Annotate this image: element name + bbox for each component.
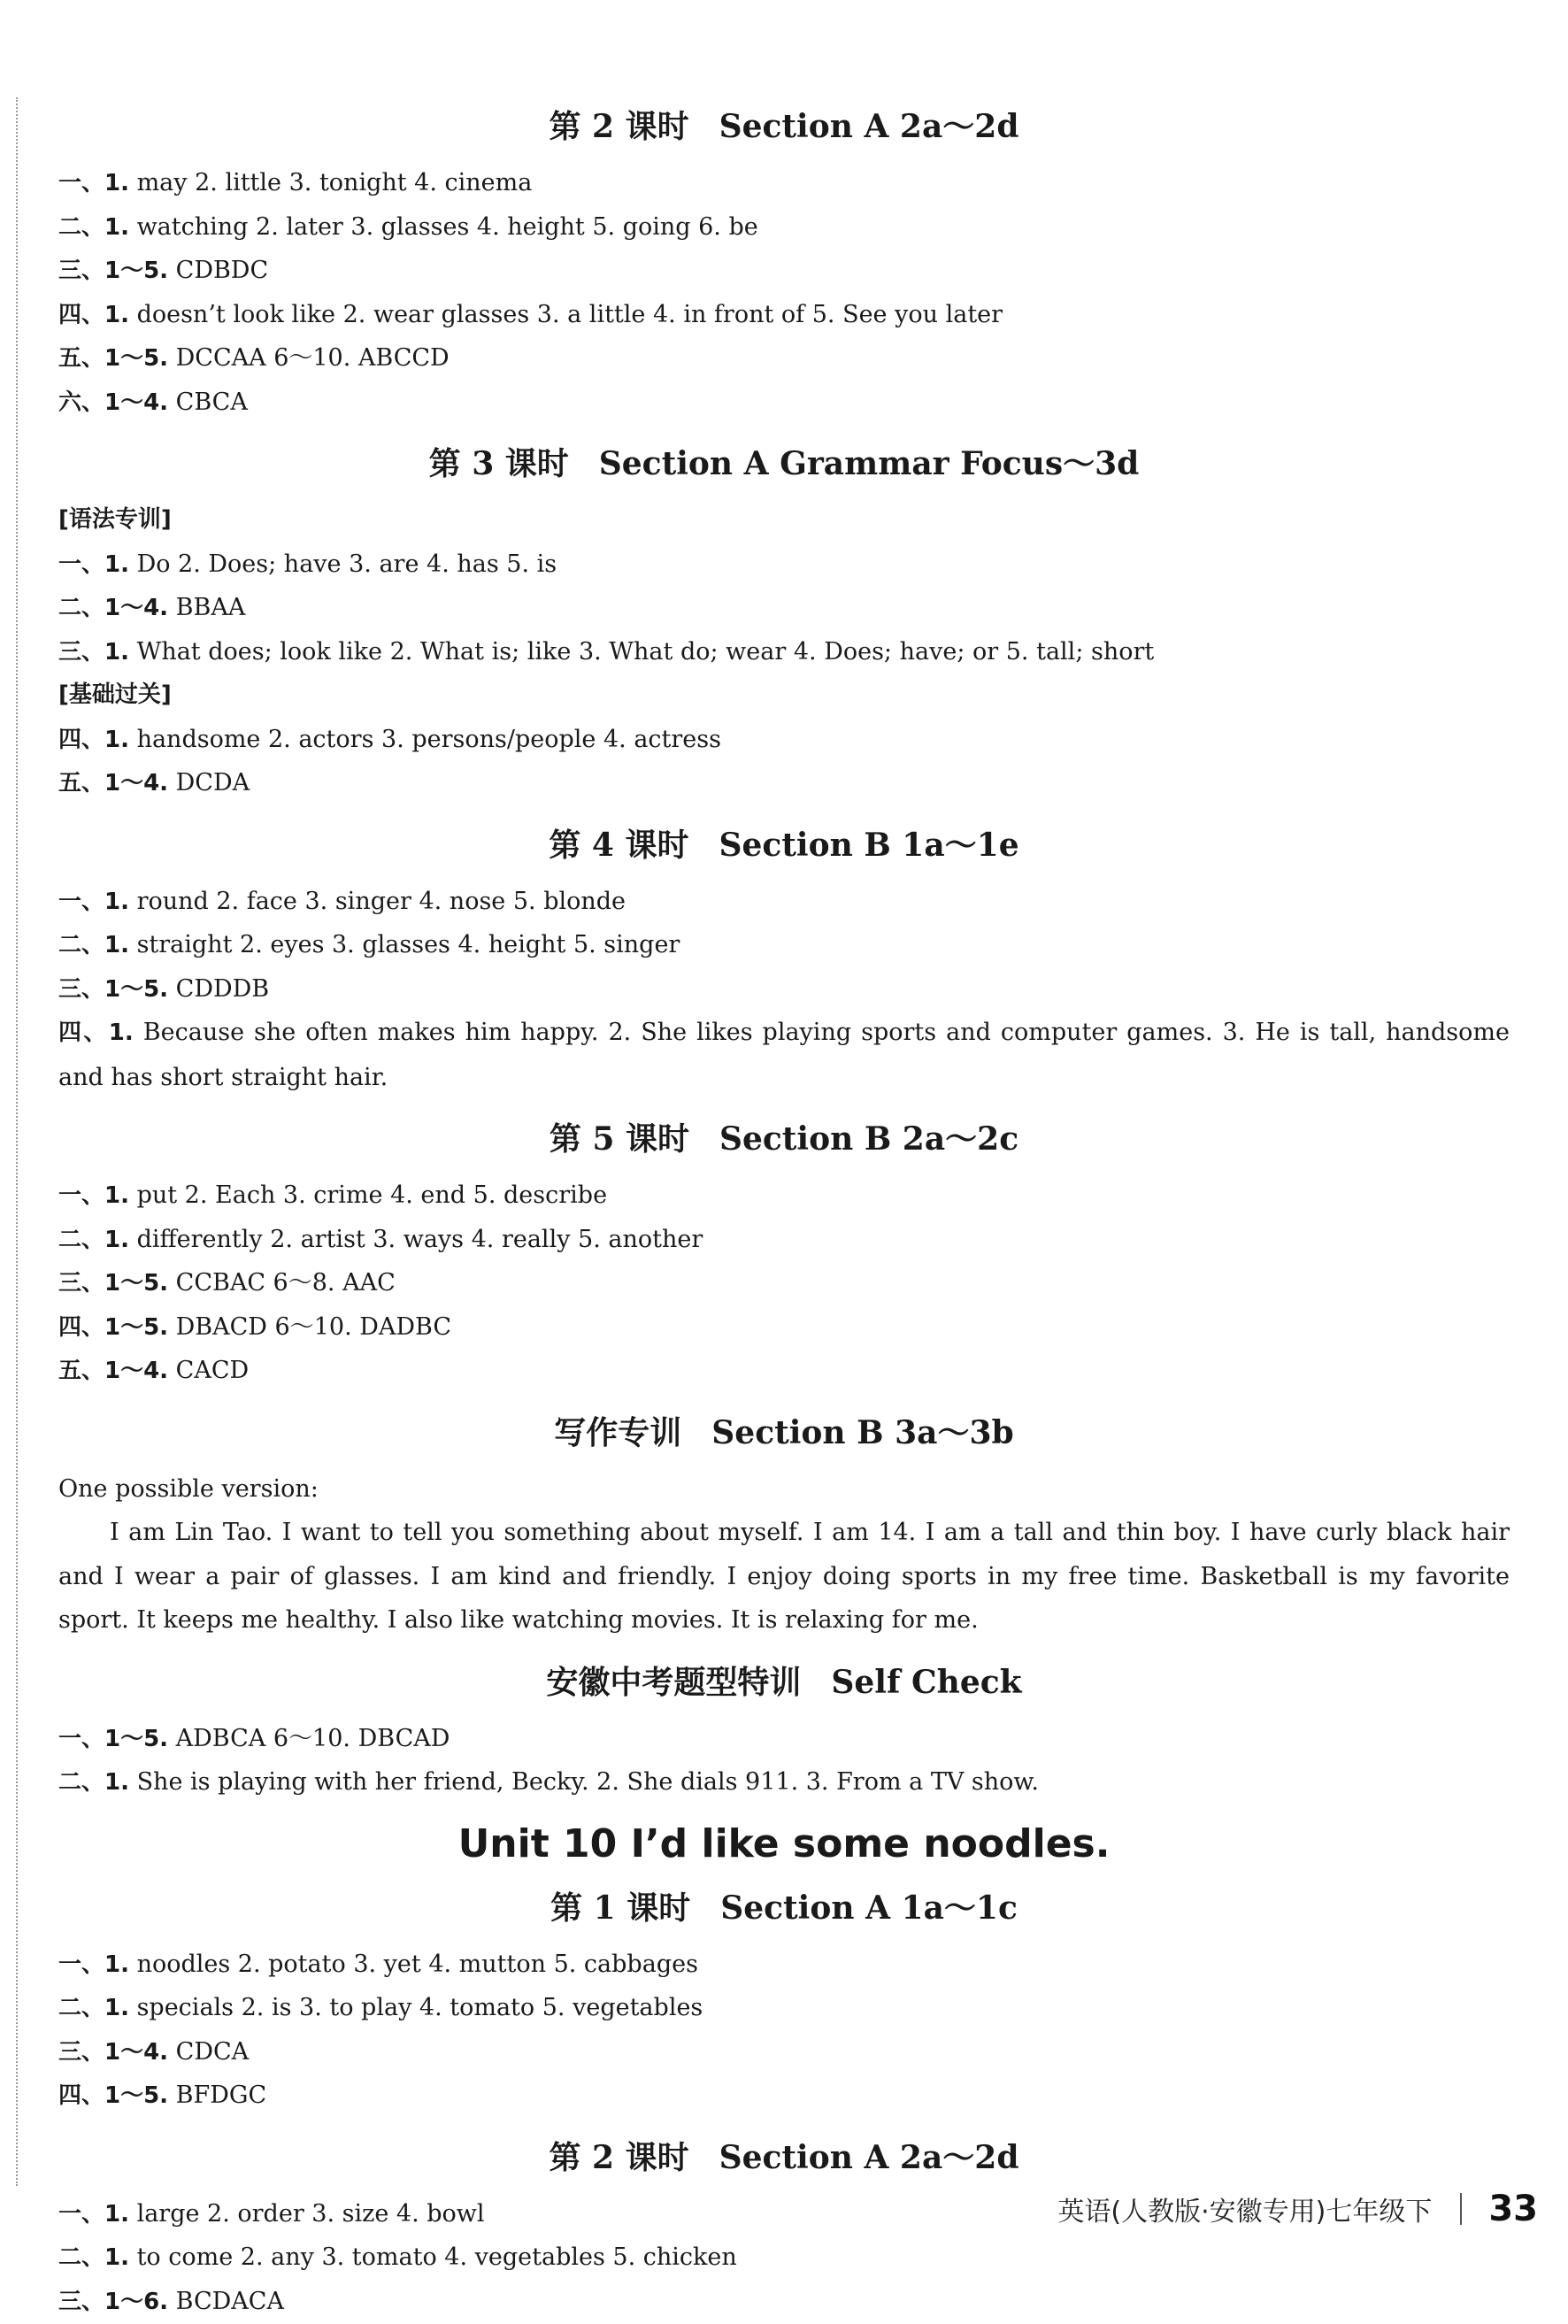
- question-label: 一、1.: [58, 2200, 129, 2228]
- section-heading: [58, 435, 1510, 493]
- answer-text: noodles 2. potato 3. yet 4. mutton 5. cabbages: [136, 1950, 698, 1978]
- lesson-number: 安徽中考题型特训: [546, 1663, 802, 1701]
- book-title: 英语(人教版·安徽专用)七年级下: [1057, 2197, 1433, 2228]
- answer-text: handsome 2. actors 3. persons/people 4. actress: [136, 725, 721, 753]
- lesson-number: 第 3 课时: [428, 445, 569, 482]
- answer-line: [58, 1218, 1510, 1262]
- lesson-number: 第 2 课时: [549, 108, 689, 145]
- answer-text: She is playing with her friend, Becky. 2. She dials 911. 3. From a TV show.: [136, 1768, 1039, 1796]
- answer-text: BCDACA: [175, 2287, 284, 2315]
- answer-text: What does; look like 2. What is; like 3. What do; wear 4. Does; have; or 5. tall; short: [136, 637, 1155, 666]
- answer-text: straight 2. eyes 3. glasses 4. height 5. singer: [136, 931, 680, 958]
- question-label: 一、1～5.: [58, 1725, 169, 1752]
- question-label: 五、1～5.: [58, 345, 169, 372]
- question-label: 五、1～4.: [58, 770, 169, 796]
- answer-text: to come 2. any 3. tomato 4. vegetables 5. chicken: [136, 2243, 737, 2271]
- answer-text: CCBAC 6～8. AAC: [175, 1269, 396, 1297]
- section-heading: [58, 1879, 1510, 1937]
- section-heading: [58, 2128, 1510, 2187]
- question-label: 二、1.: [58, 1995, 129, 2021]
- question-label: 二、1～4.: [58, 595, 169, 621]
- question-label: 二、1.: [58, 2244, 129, 2271]
- answer-text: may 2. little 3. tonight 4. cinema: [136, 169, 533, 196]
- question-label: 二、1.: [58, 1226, 129, 1253]
- answer-text: BBAA: [175, 594, 246, 621]
- essay-body: I am Lin Tao. I want to tell you something about myself. I am 14. I am a tall and thin boy. I have curly black hair and I wear a pair of glasses. I am kind and friendly. I enjoy doing sports in my free time. Basketball is my favorite sport. It keeps me healthy. I also like watching movies. It is relaxing for me.: [58, 1519, 1510, 1634]
- question-label: 四、1.: [58, 726, 129, 753]
- answer-line: [58, 967, 1510, 1012]
- margin-dotted-rule: [16, 97, 18, 2186]
- answer-line: [58, 2280, 1510, 2324]
- answer-line: [58, 586, 1510, 630]
- answer-line: [58, 2074, 1510, 2118]
- lesson-number: 第 4 课时: [549, 826, 689, 864]
- page-footer: [1057, 2181, 1538, 2237]
- question-label: 四、1.: [58, 301, 129, 328]
- question-label: 一、1.: [58, 550, 129, 578]
- answer-line: [58, 1760, 1510, 1805]
- answer-line: [58, 381, 1510, 425]
- question-label: 三、1.: [58, 638, 129, 666]
- answer-text: doesn’t look like 2. wear glasses 3. a little 4. in front of 5. See you later: [136, 300, 1003, 328]
- lesson-number: 第 1 课时: [550, 1889, 691, 1927]
- section-heading: [58, 1653, 1510, 1712]
- answer-line: [58, 1943, 1510, 1987]
- question-label: 二、1.: [58, 1769, 129, 1796]
- answer-text: CBCA: [175, 388, 248, 416]
- answer-text: CDCA: [175, 2037, 250, 2066]
- answer-key-content: [58, 97, 1510, 2323]
- answer-text: large 2. order 3. size 4. bowl: [136, 2199, 485, 2228]
- footer-divider: [1460, 2193, 1462, 2225]
- section-heading: [58, 816, 1510, 874]
- section-part: Section A 1a～1c: [720, 1889, 1018, 1927]
- answer-text: DCDA: [175, 769, 250, 796]
- answer-line: [58, 293, 1510, 337]
- subsection-tag: [语法专训]: [58, 506, 172, 533]
- answer-line: [58, 1174, 1510, 1218]
- answer-text: CDDDB: [175, 974, 270, 1003]
- answer-line: [58, 1349, 1510, 1393]
- answer-text: watching 2. later 3. glasses 4. height 5. going 6. be: [136, 212, 758, 241]
- question-label: 一、1.: [58, 1182, 129, 1209]
- answer-line: [58, 2236, 1510, 2280]
- answer-line: [58, 718, 1510, 762]
- lesson-number: 写作专训: [554, 1413, 682, 1451]
- question-label: 三、1～5.: [58, 1270, 169, 1297]
- answer-text: DCCAA 6～10. ABCCD: [175, 344, 450, 372]
- question-label: 四、1.: [58, 1020, 134, 1046]
- answer-text: CDBDC: [175, 257, 269, 284]
- subsection-tag: [基础过关]: [58, 681, 172, 708]
- section-part: Section A 2a～2d: [719, 2138, 1019, 2176]
- page-number: 33: [1488, 2189, 1538, 2229]
- question-label: 四、1～5.: [58, 2082, 169, 2109]
- question-label: 二、1.: [58, 213, 129, 241]
- question-label: 一、1.: [58, 888, 129, 915]
- question-label: 三、1～5.: [58, 258, 169, 284]
- answer-text: Because she often makes him happy. 2. She likes playing sports and computer games. 3. He is tall, handsome and has short straight hair.: [58, 1019, 1510, 1091]
- answer-line: [58, 1986, 1510, 2030]
- section-heading: [58, 1110, 1510, 1168]
- answer-text: CACD: [175, 1357, 250, 1384]
- answer-text: BFDGC: [175, 2082, 267, 2109]
- question-label: 五、1～4.: [58, 1358, 169, 1384]
- question-label: 三、1～4.: [58, 2038, 169, 2066]
- answer-line: [58, 1305, 1510, 1350]
- answer-text: DBACD 6～10. DADBC: [175, 1312, 452, 1341]
- question-label: 六、1～4.: [58, 389, 169, 416]
- lesson-number: 第 5 课时: [549, 1120, 689, 1158]
- section-part: Section B 2a～2c: [719, 1120, 1019, 1158]
- answer-line: [58, 161, 1510, 205]
- unit-title: Unit 10 I’d like some noodles.: [457, 1820, 1111, 1866]
- answer-line: [58, 1717, 1510, 1761]
- answer-text: specials 2. is 3. to play 4. tomato 5. vegetables: [136, 1994, 703, 2021]
- lesson-number: 第 2 课时: [549, 2138, 689, 2176]
- section-part: Section A 2a～2d: [719, 108, 1019, 145]
- answer-paragraph: [58, 1011, 1510, 1099]
- answer-line: [58, 249, 1510, 293]
- answer-line: [58, 923, 1510, 967]
- answer-text: differently 2. artist 3. ways 4. really 5. another: [136, 1225, 703, 1253]
- section-part: Section A Grammar Focus～3d: [598, 445, 1140, 482]
- question-label: 二、1.: [58, 932, 129, 958]
- section-part: Section B 3a～3b: [711, 1413, 1014, 1451]
- section-heading: [58, 97, 1510, 156]
- answer-line: [58, 1261, 1510, 1305]
- answer-line: [58, 630, 1510, 674]
- answer-line: [58, 2030, 1510, 2074]
- answer-line: [58, 761, 1510, 805]
- question-label: 一、1.: [58, 170, 129, 196]
- section-part: Section B 1a～1e: [719, 826, 1019, 864]
- section-part: Self Check: [831, 1663, 1022, 1701]
- answer-text: Do 2. Does; have 3. are 4. has 5. is: [136, 550, 557, 578]
- question-label: 一、1.: [58, 1951, 129, 1978]
- answer-text: round 2. face 3. singer 4. nose 5. blonde: [136, 887, 626, 915]
- answer-text: put 2. Each 3. crime 4. end 5. describe: [136, 1181, 608, 1209]
- question-label: 四、1～5.: [58, 1313, 169, 1341]
- section-heading: [58, 1404, 1510, 1462]
- question-label: 三、1～6.: [58, 2288, 169, 2315]
- answer-line: [58, 336, 1510, 381]
- answer-line: [58, 880, 1510, 924]
- question-label: 三、1～5.: [58, 975, 169, 1003]
- answer-line: [58, 205, 1510, 250]
- essay-intro: One possible version:: [58, 1474, 319, 1503]
- answer-line: [58, 543, 1510, 587]
- answer-text: ADBCA 6～10. DBCAD: [175, 1724, 450, 1752]
